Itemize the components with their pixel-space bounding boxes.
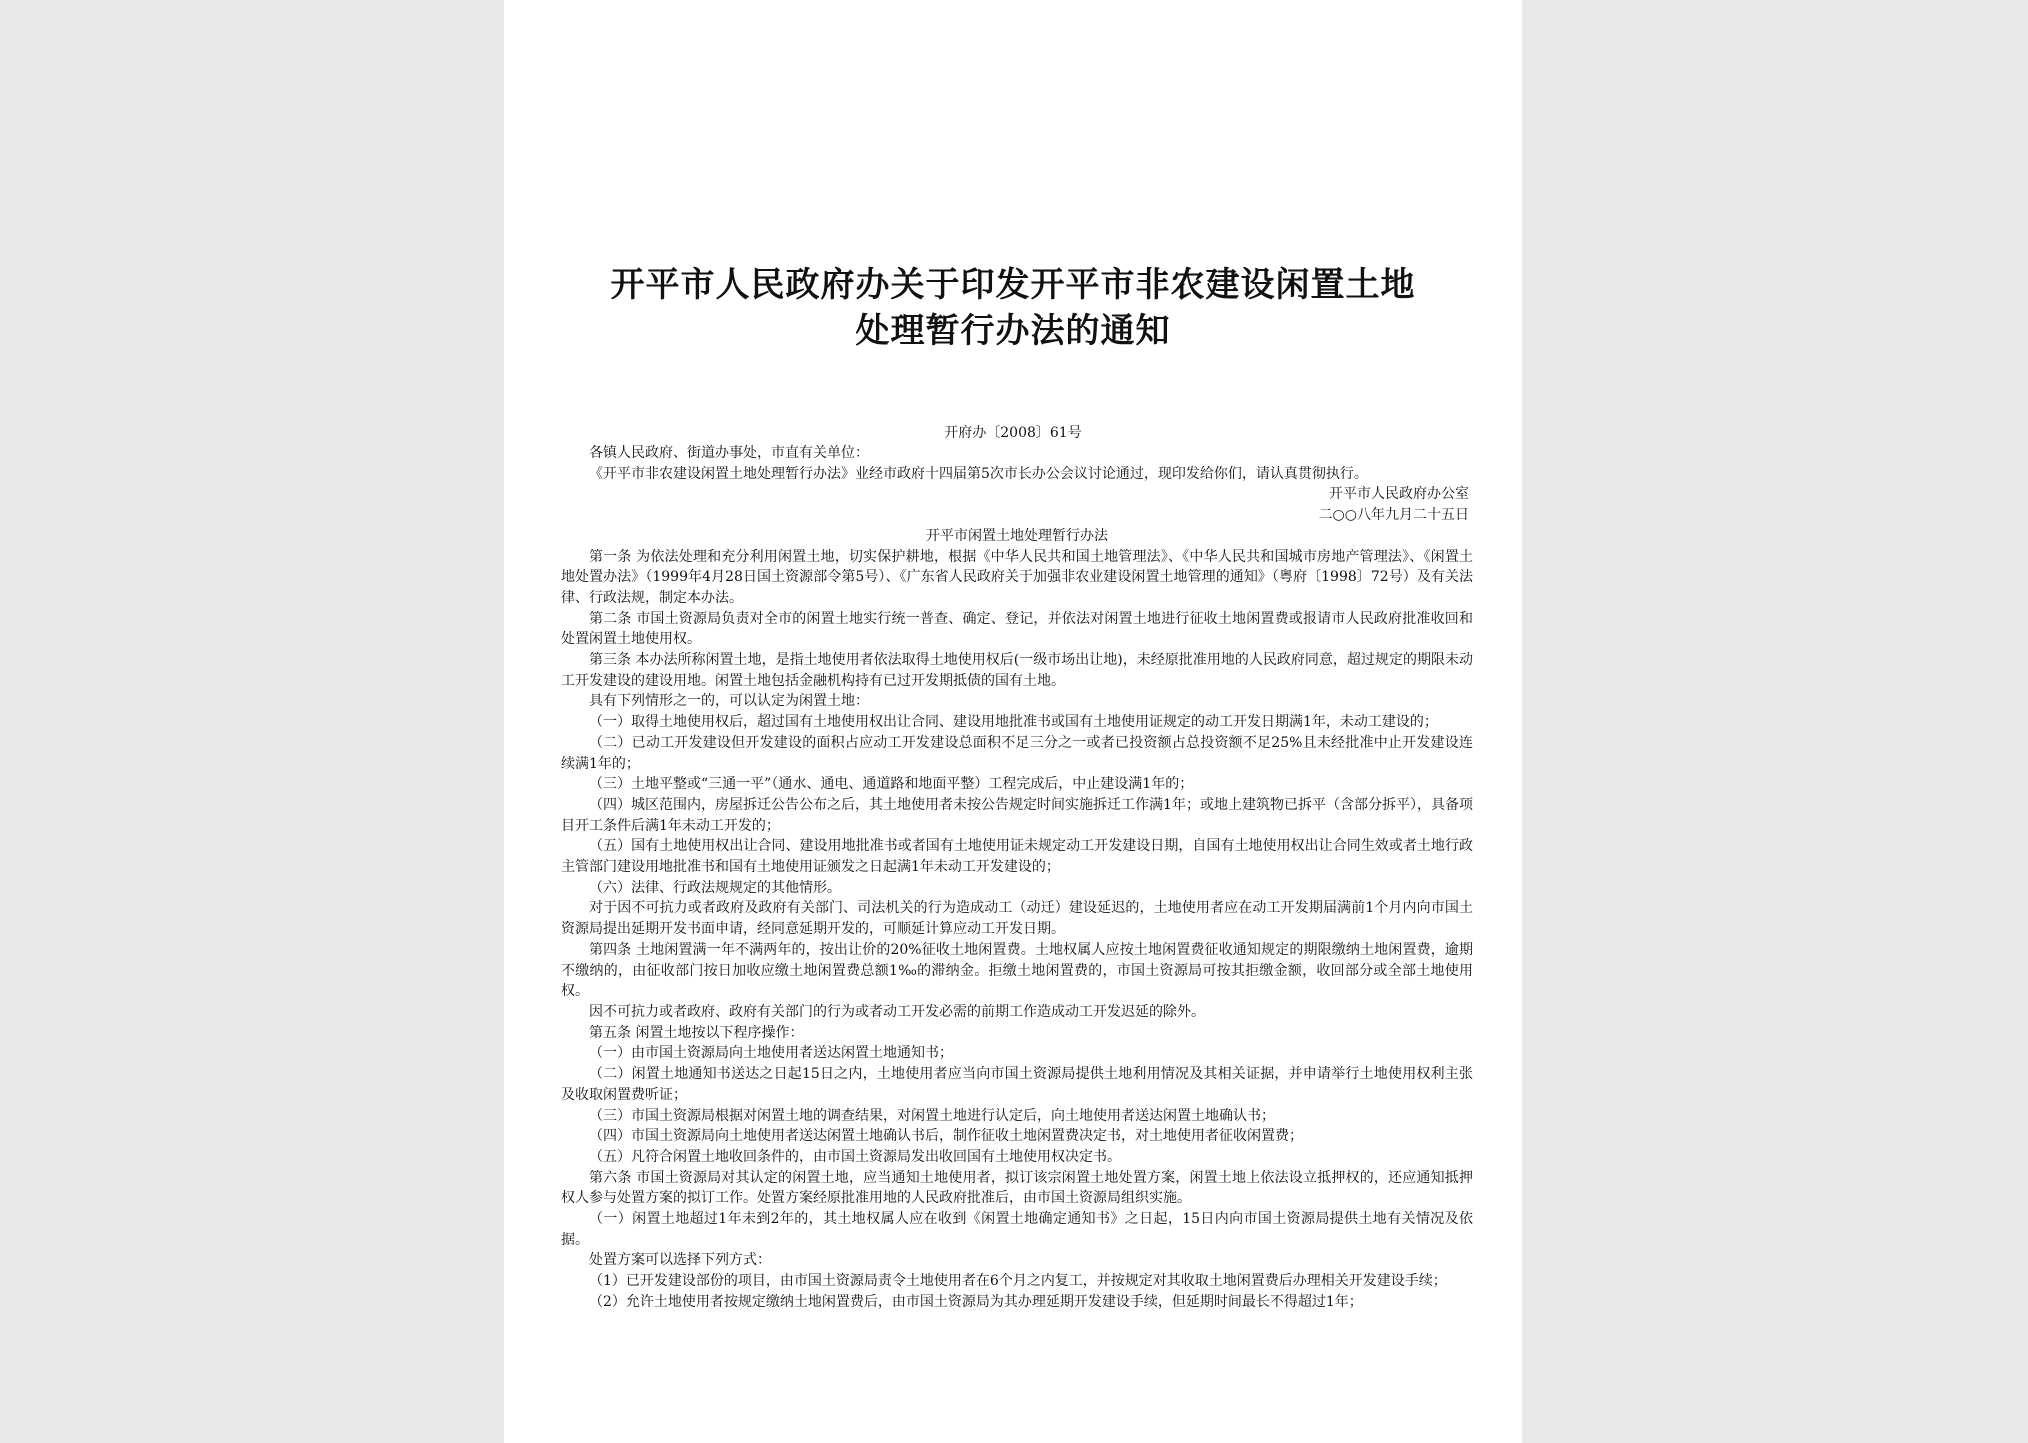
issue-date: 二○○八年九月二十五日 xyxy=(1318,507,1469,524)
paragraph: 具有下列情形之一的，可以认定为闲置土地： xyxy=(589,693,869,710)
issuer: 开平市人民政府办公室 xyxy=(1329,486,1469,503)
paragraph: （四）城区范围内，房屋拆迁公告公布之后，其土地使用者未按公告规定时间实施拆迁工作满1年；或地上建筑物已拆平（含部分拆平），具备项目开工条件后满1年未动工开发的； xyxy=(561,796,1473,834)
paragraph: 第四条 土地闲置满一年不满两年的，按出让价的20%征收土地闲置费。土地权属人应按土地闲置费征收通知规定的期限缴纳土地闲置费，逾期不缴纳的，由征收部门按日加收应缴土地闲置费总额1‰的滞纳金。拒缴土地闲置费的，市国土资源局可按其拒缴金额，收回部分或全部土地使用权。 xyxy=(561,941,1473,1000)
paragraph: （一）由市国土资源局向土地使用者送达闲置土地通知书； xyxy=(589,1045,953,1062)
document-body xyxy=(561,443,1473,1313)
document-number: 开府办〔2008〕61号 xyxy=(944,425,1082,441)
title-line-2: 处理暂行办法的通知 xyxy=(855,311,1171,351)
paragraph: （六）法律、行政法规规定的其他情形。 xyxy=(589,879,841,896)
paragraph: 第五条 闲置土地按以下程序操作： xyxy=(589,1024,804,1041)
paragraph: （一）取得土地使用权后，超过国有土地使用权出让合同、建设用地批准书或国有土地使用证规定的动工开发日期满1年，未动工建设的； xyxy=(589,714,1438,731)
paragraph: （四）市国土资源局向土地使用者送达闲置土地确认书后，制作征收土地闲置费决定书，对土地使用者征收闲置费； xyxy=(589,1128,1303,1145)
paragraph: 第一条 为依法处理和充分利用闲置土地，切实保护耕地，根据《中华人民共和国土地管理法》、《中华人民共和国城市房地产管理法》、《闲置土地处置办法》（1999年4月28日国土资源部令第5号）、《广东省人民政府关于加强非农业建设闲置土地管理的通知》（粤府〔1998〕72号）及有关法律、行政法规，制定本办法。 xyxy=(561,548,1473,606)
paragraph: （五）凡符合闲置土地收回条件的，由市国土资源局发出收回国有土地使用权决定书。 xyxy=(589,1148,1121,1165)
paragraph: 第二条 市国土资源局负责对全市的闲置土地实行统一普查、确定、登记，并依法对闲置土地进行征收土地闲置费或报请市人民政府批准收回和处置闲置土地使用权。 xyxy=(561,610,1473,648)
paragraph: （2）允许土地使用者按规定缴纳土地闲置费后，由市国土资源局为其办理延期开发建设手续，但延期时间最长不得超过1年； xyxy=(589,1293,1363,1310)
paragraph: （二）闲置土地通知书送达之日起15日之内，土地使用者应当向市国土资源局提供土地利用情况及其相关证据，并申请举行土地使用权利主张及收取闲置费听证； xyxy=(561,1066,1473,1103)
document-page xyxy=(504,0,1522,1443)
title-line-1: 开平市人民政府办关于印发开平市非农建设闲置土地 xyxy=(610,265,1416,305)
paragraph: （五）国有土地使用权出让合同、建设用地批准书或者国有土地使用证未规定动工开发建设日期，自国有土地使用权出让合同生效或者土地行政主管部门建设用地批准书和国有土地使用证颁发之日起满1年未动工开发建设的； xyxy=(561,838,1473,876)
measures-title: 开平市闲置土地处理暂行办法 xyxy=(926,527,1108,544)
paragraph: 处置方案可以选择下列方式： xyxy=(589,1252,771,1269)
paragraph: （1）已开发建设部份的项目，由市国土资源局责令土地使用者在6个月之内复工，并按规定对其收取土地闲置费后办理相关开发建设手续； xyxy=(589,1273,1447,1290)
paragraph: 第三条 本办法所称闲置土地，是指土地使用者依法取得土地使用权后(一级市场出让地)，未经原批准用地的人民政府同意，超过规定的期限未动工开发建设的建设用地。闲置土地包括金融机构持有已过开发期抵债的国有土地。 xyxy=(561,652,1473,689)
paragraph: 对于因不可抗力或者政府及政府有关部门、司法机关的行为造成动工（动迁）建设延迟的，土地使用者应在动工开发期届满前1个月内向市国土资源局提出延期开发书面申请，经同意延期开发的，可顺延计算应动工开发日期。 xyxy=(561,900,1473,938)
paragraph: （二）已动工开发建设但开发建设的面积占应动工开发建设总面积不足三分之一或者已投资额占总投资额不足25%且未经批准中止开发建设连续满1年的； xyxy=(561,734,1473,772)
intro-paragraph: 《开平市非农建设闲置土地处理暂行办法》业经市政府十四届第5次市长办公会议讨论通过，现印发给你们，请认真贯彻执行。 xyxy=(589,465,1368,482)
paragraph: （三）土地平整或“三通一平”（通水、通电、通道路和地面平整）工程完成后，中止建设满1年的； xyxy=(589,776,1194,793)
paragraph: 因不可抗力或者政府、政府有关部门的行为或者动工开发必需的前期工作造成动工开发迟延的除外。 xyxy=(589,1003,1205,1020)
paragraph: （三）市国土资源局根据对闲置土地的调查结果，对闲置土地进行认定后，向土地使用者送达闲置土地确认书； xyxy=(589,1107,1275,1124)
document-title xyxy=(504,262,1522,354)
recipients: 各镇人民政府、街道办事处，市直有关单位： xyxy=(589,445,869,461)
paragraph: （一）闲置土地超过1年未到2年的，其土地权属人应在收到《闲置土地确定通知书》之日起，15日内向市国土资源局提供土地有关情况及依据。 xyxy=(561,1211,1473,1248)
paragraph: 第六条 市国土资源局对其认定的闲置土地，应当通知土地使用者，拟订该宗闲置土地处置方案，闲置土地上依法设立抵押权的，还应通知抵押权人参与处置方案的拟订工作。处置方案经原批准用地的人民政府批准后，由市国土资源局组织实施。 xyxy=(561,1169,1473,1207)
